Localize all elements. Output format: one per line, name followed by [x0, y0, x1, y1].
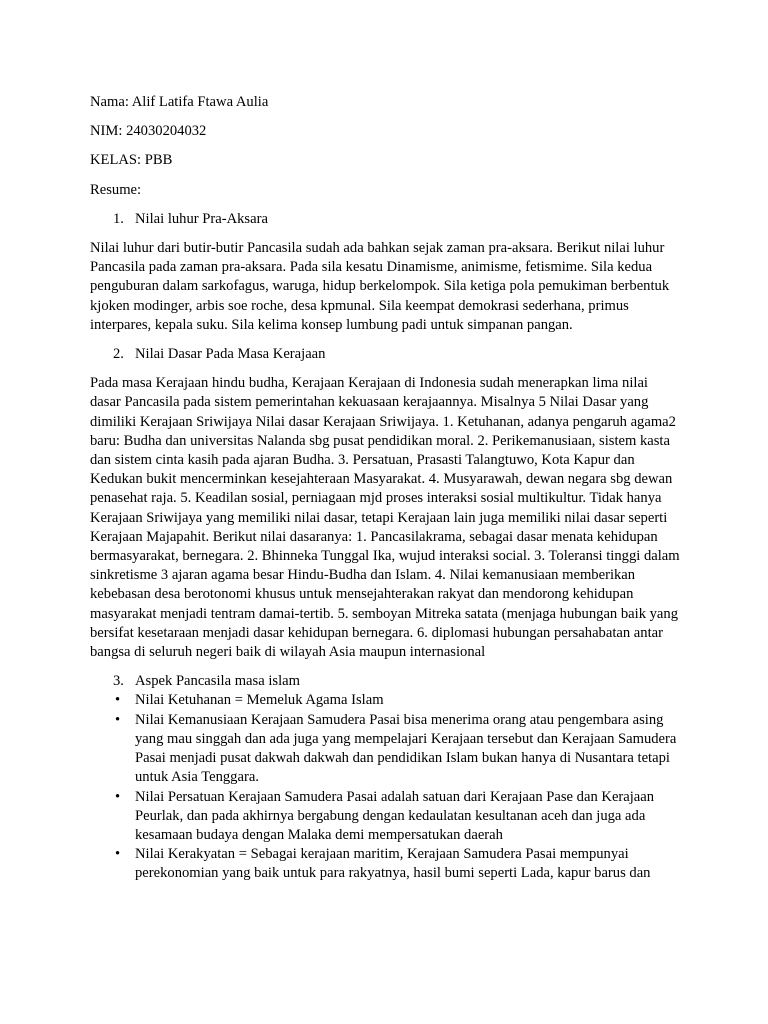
section-1-heading: [90, 210, 680, 229]
bullet-icon: •: [115, 711, 121, 728]
section-1-paragraph: Nilai luhur dari butir-butir Pancasila sudah ada bahkan sejak zaman pra-aksara. Berikut nilai luhur Pancasila pada zaman pra-aksara. Pada sila kesatu Dinamisme, animisme, fetismime. Sila kedua penguburan dalam sarkofagus, waruga, hidup berkelompok. Sila ketiga pola pemukiman berbentuk kjoken modinger, arbis soe roche, desa kpmunal. Sila keempat demokrasi sederhana, primus interpares, kepala suku. Sila kelima konsep lumbung padi untuk simpanan pangan.: [90, 240, 670, 333]
list-item: [90, 711, 680, 788]
bullet-text: Nilai Kemanusiaan Kerajaan Samudera Pasai bisa menerima orang atau pengembara asing yang mau singgah dan ada juga yang mempelajari Kerajaan tersebut dan Kerajaan Samudera Pasai menjadi pusat dakwah dakwah dan pendidikan Islam bukan hanya di Nusantara tetapi untuk Asia Tenggara.: [135, 711, 677, 786]
bullet-icon: •: [115, 788, 121, 805]
document-body: [90, 93, 680, 884]
bullet-icon: •: [115, 846, 121, 863]
section-3-title: Aspek Pancasila masa islam: [135, 673, 300, 690]
section-2-title: Nilai Dasar Pada Masa Kerajaan: [135, 346, 326, 363]
section-3-heading: [90, 672, 680, 691]
list-item: [90, 788, 680, 846]
bullet-text: Nilai Persatuan Kerajaan Samudera Pasai adalah satuan dari Kerajaan Pase dan Kerajaan Peurlak, dan pada akhirnya bergabung dengan kedaulatan kesultanan aceh dan juga ada kesamaan budaya dengan Malaka demi mempersatukan daerah: [135, 788, 655, 843]
section-3-number: 3.: [113, 673, 124, 690]
section-2-heading: [90, 345, 680, 364]
bullet-text: Nilai Ketuhanan = Memeluk Agama Islam: [135, 692, 384, 709]
section-1-title: Nilai luhur Pra-Aksara: [135, 210, 268, 227]
section-2-number: 2.: [113, 346, 124, 363]
section-2-paragraph: Pada masa Kerajaan hindu budha, Kerajaan Kerajaan di Indonesia sudah menerapkan lima nilai dasar Pancasila pada sistem pemerintahan kekuasaan kerajaannya. Misalnya 5 Nilai Dasar yang dimiliki Kerajaan Sriwijaya Nilai dasar Kerajaan Sriwijaya. 1. Ketuhanan, adanya pengaruh agama2 baru: Budha dan universitas Nalanda sbg pusat pendidikan moral. 2. Perikemanusiaan, sistem kasta dan sistem cinta kasih pada ajaran Budha. 3. Persatuan, Prasasti Talangtuwo, Kota Kapur dan Kedukan bukit mencerminkan kesejahteraan Masyarakat. 4. Musyarawah, dewan negara sbg dewan penasehat raja. 5. Keadilan sosial, perniagaan mjd proses interaksi sosial multikultur. Tidak hanya Kerajaan Sriwijaya yang memiliki nilai dasar, tetapi Kerajaan lain juga memiliki nilai dasar seperti Kerajaan Majapahit. Berikut nilai dasaranya: 1. Pancasilakrama, sebagai dasar menata kehidupan bermasyarakat, bernegara. 2. Bhinneka Tunggal Ika, wujud interaksi social. 3. Toleransi tinggi dalam sinkretisme 3 ajaran agama besar Hindu-Budha dan Islam. 4. Nilai kemanusiaan memberikan kebebasan desa berotonomi khusus untuk mensejahterakan rakyat dan mendorong kehidupan masyarakat menjadi tentram damai-tertib. 5. semboyan Mitreka satata (menjaga hubungan baik yang bersifat kesetaraan menjadi dasar kehidupan bernegara. 6. diplomasi hubungan persahabatan antar bangsa di seluruh negeri baik di wilayah Asia maupun internasional: [90, 375, 680, 661]
list-item: [90, 691, 680, 710]
bullet-text: Nilai Kerakyatan = Sebagai kerajaan maritim, Kerajaan Samudera Pasai mempunyai perekonomian yang baik untuk para rakyatnya, hasil bumi seperti Lada, kapur barus dan: [135, 846, 651, 882]
resume-label: Resume:: [90, 181, 142, 198]
list-item: [90, 845, 680, 883]
class-line: KELAS: PBB: [90, 152, 173, 169]
nim-line: NIM: 24030204032: [90, 123, 207, 140]
name-line: Nama: Alif Latifa Ftawa Aulia: [90, 94, 269, 110]
bullet-icon: •: [115, 692, 121, 709]
section-1-number: 1.: [113, 210, 124, 227]
section-3-bullet-list: [90, 691, 680, 883]
